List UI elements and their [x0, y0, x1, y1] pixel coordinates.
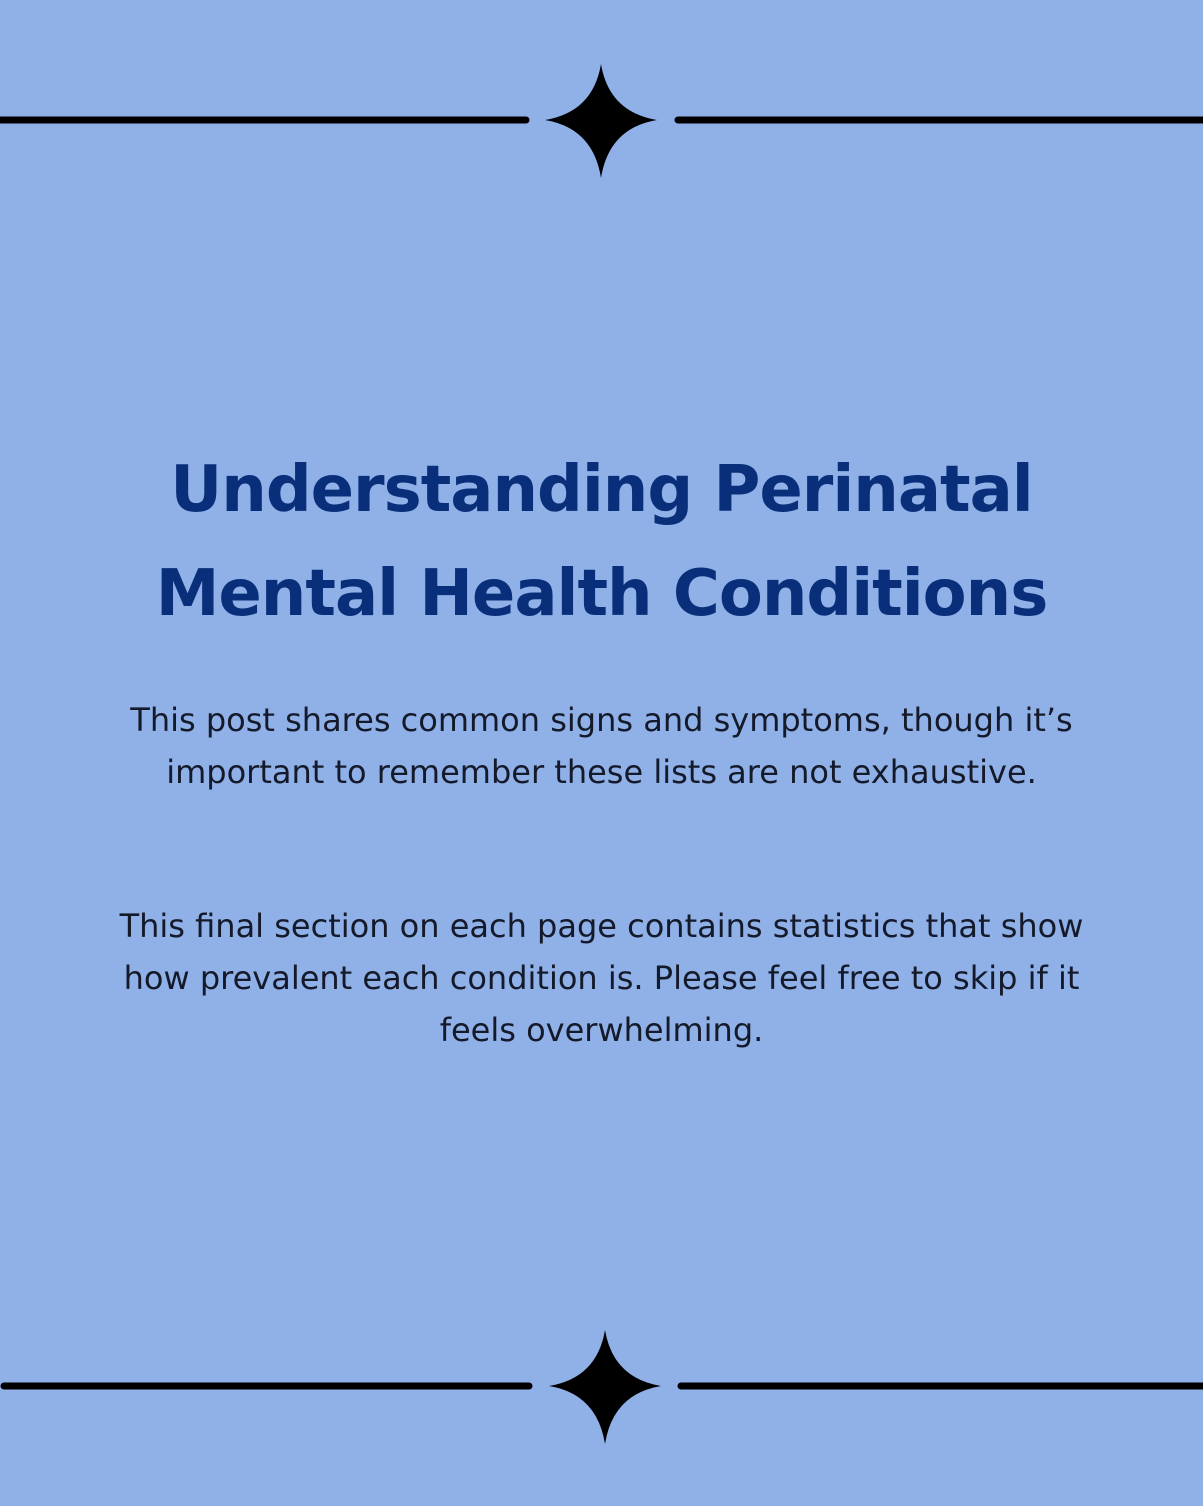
top-divider: [0, 60, 1203, 180]
four-point-star-icon: [545, 64, 657, 178]
intro-paragraph: This post shares common signs and symptoms, though it’s important to remember these lists are not exhaustive.: [130, 701, 1073, 791]
page-title: Understanding Perinatal Mental Health Conditions: [155, 453, 1048, 631]
statistics-note-paragraph: This final section on each page contains statistics that show how prevalent each condition is. Please feel free to skip if it feels overwhelming.: [119, 907, 1084, 1049]
bottom-divider: [0, 1326, 1203, 1446]
four-point-star-icon: [549, 1330, 661, 1444]
